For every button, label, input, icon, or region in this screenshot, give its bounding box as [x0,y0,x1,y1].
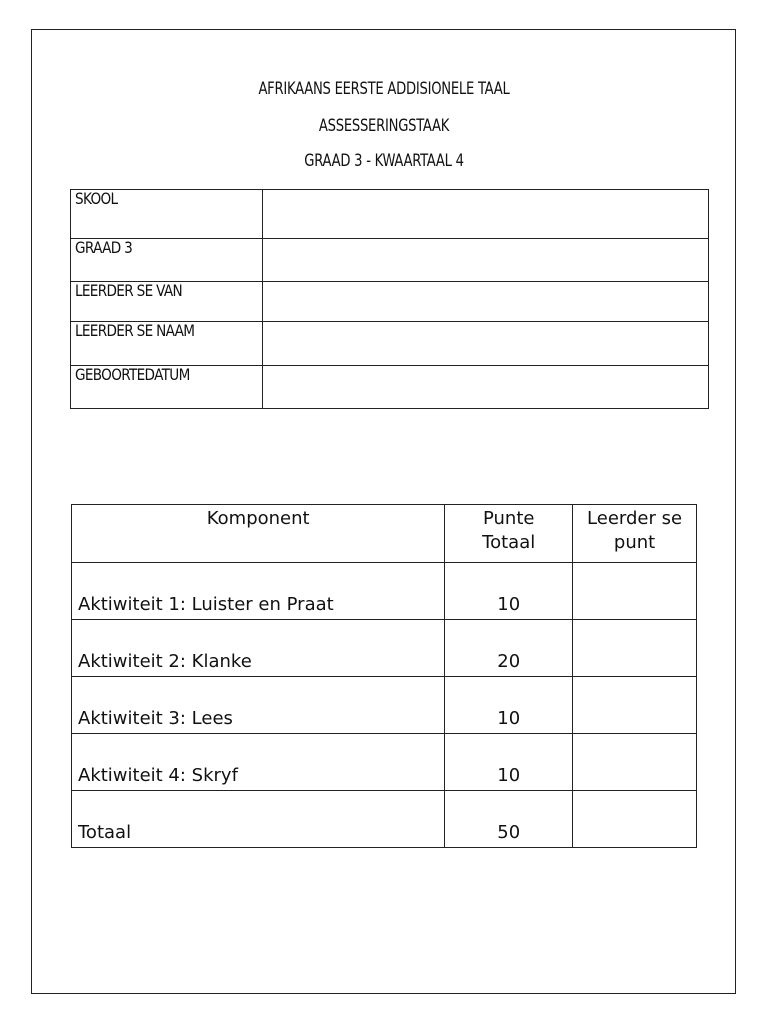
activity-name: Aktiwiteit 4: Skryf [72,734,445,791]
learner-points-header [573,505,697,563]
dob-field[interactable] [263,366,709,409]
learner-points-header-line2: punt [613,532,656,553]
activity-total-points: 10 [445,734,573,791]
score-row [72,734,697,791]
surname-field[interactable] [263,282,709,322]
learner-points-header-line1: Leerder se [587,508,683,529]
component-header: Komponent [72,505,445,563]
name-label: LEERDER SE NAAM [71,322,263,366]
info-row-surname [71,282,709,322]
score-row [72,677,697,734]
total-points-header-line2: Totaal [482,532,536,553]
total-points-value: 50 [445,791,573,848]
learner-info-table [70,189,709,409]
info-row-school [71,190,709,239]
learner-total-cell[interactable] [573,791,697,848]
total-label: Totaal [72,791,445,848]
score-row [72,620,697,677]
activity-total-points: 20 [445,620,573,677]
info-row-name [71,322,709,366]
activity-total-points: 10 [445,677,573,734]
score-row [72,563,697,620]
title-grade-term: GRAAD 3 - KWAARTAAL 4 [304,151,464,171]
grade-label: GRAAD 3 [71,239,263,282]
school-label: SKOOL [71,190,263,239]
learner-points-cell[interactable] [573,563,697,620]
dob-label: GEBOORTEDATUM [71,366,263,409]
score-table [71,504,697,848]
learner-points-cell[interactable] [573,677,697,734]
surname-label: LEERDER SE VAN [71,282,263,322]
total-points-header-line1: Punte [482,508,535,529]
total-points-header [445,505,573,563]
info-row-grade [71,239,709,282]
school-field[interactable] [263,190,709,239]
score-header-row [72,505,697,563]
title-task: ASSESSERINGSTAAK [318,116,450,136]
learner-points-cell[interactable] [573,620,697,677]
activity-name: Aktiwiteit 1: Luister en Praat [72,563,445,620]
activity-total-points: 10 [445,563,573,620]
activity-name: Aktiwiteit 2: Klanke [72,620,445,677]
activity-name: Aktiwiteit 3: Lees [72,677,445,734]
grade-field[interactable] [263,239,709,282]
info-row-dob [71,366,709,409]
name-field[interactable] [263,322,709,366]
score-total-row [72,791,697,848]
title-subject: AFRIKAANS EERSTE ADDISIONELE TAAL [258,79,510,99]
learner-points-cell[interactable] [573,734,697,791]
